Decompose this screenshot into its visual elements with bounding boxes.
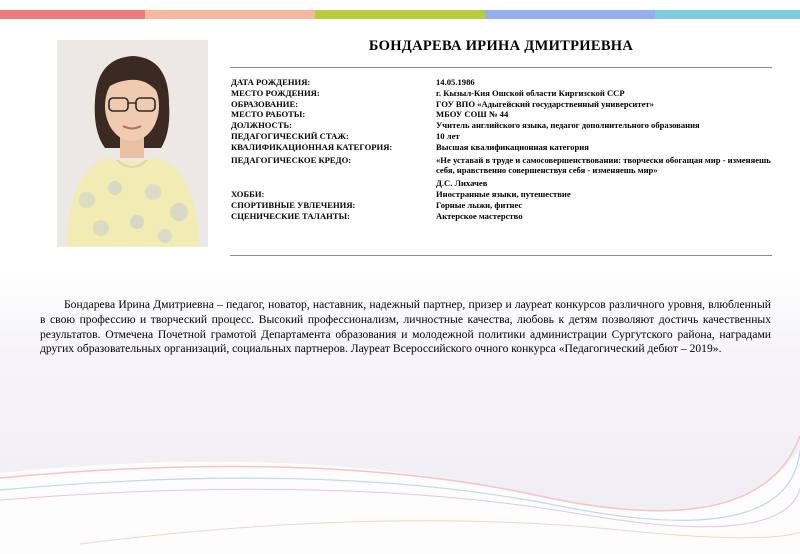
info-row-experience [231,131,771,142]
info-label: МЕСТО РОЖДЕНИЯ: [231,87,320,98]
info-value: МБОУ СОШ № 44 [436,109,509,120]
info-value: Актерское мастерство [436,210,523,221]
info-label: ПЕДАГОГИЧЕСКОЕ КРЕДО: [231,154,352,165]
info-label: ДАТА РОЖДЕНИЯ: [231,77,311,87]
info-row-hobby [231,189,771,200]
info-value: Иностранные языки, путешествие [436,188,571,199]
info-label: КВАЛИФИКАЦИОННАЯ КАТЕГОРИЯ: [231,141,393,152]
info-label: СЦЕНИЧЕСКИЕ ТАЛАНТЫ: [231,210,350,221]
info-row-sports [231,200,771,211]
info-row-stage-talents [231,211,771,222]
info-row-birth-date [231,77,771,88]
info-value: г. Кызыл-Кия Ошской области Киргизской ССР [436,87,625,98]
divider-bottom [230,255,772,256]
creed-author: Д.С. Лихачев [436,178,488,189]
color-band-segment [145,10,315,19]
color-band-segment [655,10,800,19]
info-label: ОБРАЗОВАНИЕ: [231,98,299,109]
info-value: Горные лыжи, фитнес [436,199,523,210]
info-label: ДОЛЖНОСТЬ: [231,120,293,131]
decorative-color-band [0,10,800,19]
info-value: Высшая квалификационная категория [436,141,589,152]
info-value: 10 лет [436,130,460,141]
biography-paragraph: Бондарева Ирина Дмитриевна – педагог, новатор, наставник, надежный партнер, призер и лауреат конкурсов различного уровня, влюбленный в свою профессию и творческий процесс. Высокий профессионализм, личностные качества, любовь к детям позволяют достичь качественных результатов. Отмечена Почетной грамотой Департамента образования и молодежной политики администрации Сургутского района, наградами других образовательных организаций, социальных партнеров. Лауреат Всероссийского очного конкурса «Педагогический дебют – 2019». [40,298,771,356]
info-label: СПОРТИВНЫЕ УВЛЕЧЕНИЯ: [231,199,356,210]
info-label: МЕСТО РАБОТЫ: [231,109,306,120]
info-table [231,77,771,221]
info-row-education [231,99,771,110]
portrait-photo [57,40,208,247]
color-band-segment [485,10,655,19]
person-name: БОНДАРЕВА ИРИНА ДМИТРИЕВНА [368,38,634,54]
info-label: ПЕДАГОГИЧЕСКИЙ СТАЖ: [231,130,349,141]
creed-quote: «Не уставай в труде и самосовершенствовании: творчески обогащая мир - изменяешь себя, нравственно совершенствуя себя - изменяешь мир» [436,154,771,176]
info-value [436,155,771,189]
color-band-segment [315,10,485,19]
info-row-workplace [231,109,771,120]
info-value: ГОУ ВПО «Адыгейский государственный университет» [436,98,654,109]
divider-top [230,67,772,68]
info-value: Учитель английского языка, педагог дополнительного образования [436,120,700,131]
info-row-qualification [231,142,771,153]
info-row-creed [231,155,771,189]
info-value: 14.05.1986 [436,77,475,87]
info-row-birth-place [231,88,771,99]
info-row-position [231,120,771,131]
color-band-segment [0,10,145,19]
info-label: ХОББИ: [231,188,265,199]
